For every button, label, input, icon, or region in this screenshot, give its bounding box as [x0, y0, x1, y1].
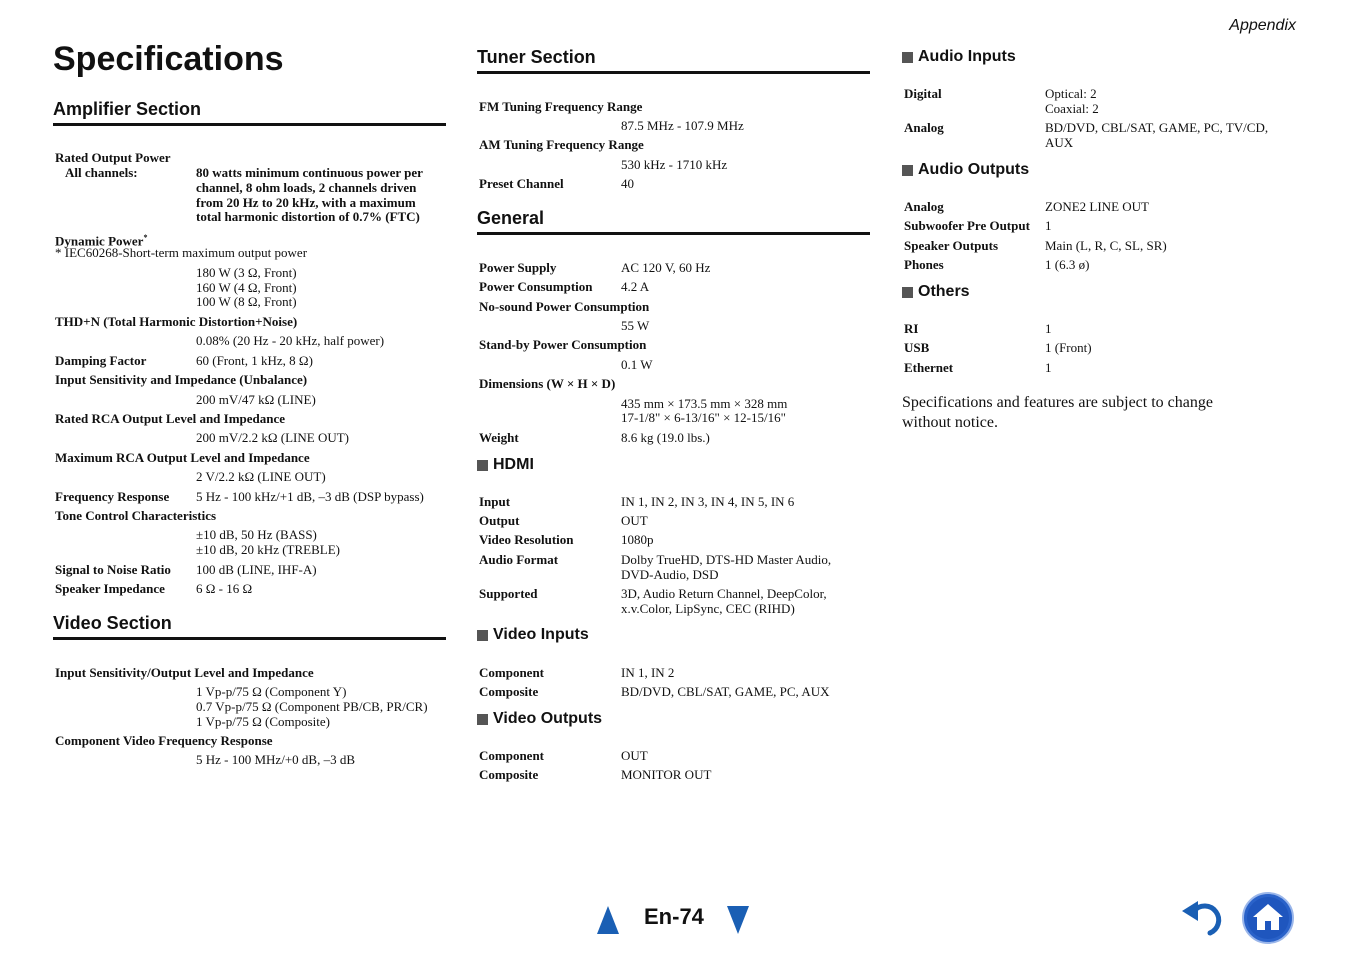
am-range-value: 530 kHz - 1710 kHz — [621, 157, 728, 172]
snr-label: Signal to Noise Ratio — [55, 562, 171, 577]
ain-analog-value-2: AUX — [1045, 135, 1074, 150]
all-channels-value-3: from 20 Hz to 20 kHz, with a maximum — [196, 195, 416, 210]
square-bullet-icon — [477, 714, 488, 725]
video-io-value-1: 1 Vp-p/75 Ω (Component Y) — [196, 684, 347, 699]
rca-rated-label: Rated RCA Output Level and Impedance — [55, 411, 286, 426]
dynamic-power-note: * IEC60268-Short-term maximum output power — [55, 245, 308, 260]
phones-label: Phones — [904, 257, 944, 272]
input-sensitivity-value: 200 mV/47 kΩ (LINE) — [196, 392, 316, 407]
hdmi-output-value: OUT — [621, 513, 648, 528]
square-bullet-icon — [902, 52, 913, 63]
dimensions-label: Dimensions (W × H × D) — [479, 376, 616, 391]
video-section-heading: Video Section — [53, 613, 446, 640]
thd-value: 0.08% (20 Hz - 20 kHz, half power) — [196, 333, 385, 348]
audio-format-value-2: DVD-Audio, DSD — [621, 567, 719, 582]
return-arrow-icon — [1180, 897, 1228, 939]
fm-range-label: FM Tuning Frequency Range — [479, 99, 643, 114]
tone-control-label: Tone Control Characteristics — [55, 508, 217, 523]
square-bullet-icon — [902, 287, 913, 298]
thd-label: THD+N (Total Harmonic Distortion+Noise) — [55, 314, 298, 329]
video-inputs-heading: Video Inputs — [477, 626, 589, 644]
nosound-label: No-sound Power Consumption — [479, 299, 650, 314]
video-io-label: Input Sensitivity/Output Level and Impedance — [55, 665, 314, 680]
ain-digital-value-2: Coaxial: 2 — [1045, 101, 1099, 116]
speaker-outputs-label: Speaker Outputs — [904, 238, 999, 253]
component-freq-value: 5 Hz - 100 MHz/+0 dB, –3 dB — [196, 752, 355, 767]
hdmi-input-label: Input — [479, 494, 511, 509]
frequency-response-label: Frequency Response — [55, 489, 170, 504]
dynamic-power-label: Dynamic Power* — [55, 233, 148, 249]
all-channels-value-4: total harmonic distortion of 0.7% (FTC) — [196, 209, 420, 224]
vin-component-label: Component — [479, 665, 545, 680]
damping-label: Damping Factor — [55, 353, 147, 368]
vout-component-value: OUT — [621, 748, 648, 763]
triangle-up-icon — [597, 906, 619, 934]
component-freq-label: Component Video Frequency Response — [55, 733, 273, 748]
ri-value: 1 — [1045, 321, 1052, 336]
speaker-impedance-value: 6 Ω - 16 Ω — [196, 581, 253, 596]
hdmi-input-value: IN 1, IN 2, IN 3, IN 4, IN 5, IN 6 — [621, 494, 795, 509]
usb-label: USB — [904, 340, 930, 355]
dynamic-power-value-2: 160 W (4 Ω, Front) — [196, 280, 297, 295]
rca-max-label: Maximum RCA Output Level and Impedance — [55, 450, 310, 465]
ain-digital-label: Digital — [904, 86, 942, 101]
back-button[interactable] — [1180, 897, 1228, 944]
page-title: Specifications — [53, 40, 284, 78]
rca-max-value: 2 V/2.2 kΩ (LINE OUT) — [196, 469, 326, 484]
speaker-outputs-value: Main (L, R, C, SL, SR) — [1045, 238, 1167, 253]
supported-value-1: 3D, Audio Return Channel, DeepColor, — [621, 586, 827, 601]
tone-control-value-2: ±10 dB, 20 kHz (TREBLE) — [196, 542, 340, 557]
power-consumption-label: Power Consumption — [479, 279, 593, 294]
ethernet-value: 1 — [1045, 360, 1052, 375]
previous-page-button[interactable] — [597, 906, 619, 939]
hdmi-heading: HDMI — [477, 456, 534, 474]
vout-component-label: Component — [479, 748, 545, 763]
rca-rated-value: 200 mV/2.2 kΩ (LINE OUT) — [196, 430, 349, 445]
snr-value: 100 dB (LINE, IHF-A) — [196, 562, 317, 577]
video-resolution-label: Video Resolution — [479, 532, 574, 547]
weight-value: 8.6 kg (19.0 lbs.) — [621, 430, 710, 445]
amplifier-heading: Amplifier Section — [53, 99, 446, 126]
phones-value: 1 (6.3 ø) — [1045, 257, 1090, 272]
vin-composite-label: Composite — [479, 684, 539, 699]
appendix-label: Appendix — [1229, 17, 1296, 34]
am-range-label: AM Tuning Frequency Range — [479, 137, 644, 152]
ethernet-label: Ethernet — [904, 360, 954, 375]
dimensions-value-2: 17-1/8" × 6-13/16" × 12-15/16" — [621, 410, 786, 425]
aout-analog-value: ZONE2 LINE OUT — [1045, 199, 1149, 214]
video-io-value-2: 0.7 Vp-p/75 Ω (Component PB/CB, PR/CR) — [196, 699, 428, 714]
page-number: En-74 — [644, 904, 704, 929]
preset-channel-label: Preset Channel — [479, 176, 564, 191]
frequency-response-value: 5 Hz - 100 kHz/+1 dB, –3 dB (DSP bypass) — [196, 489, 424, 504]
tuner-heading: Tuner Section — [477, 47, 870, 74]
ain-analog-value-1: BD/DVD, CBL/SAT, GAME, PC, TV/CD, — [1045, 120, 1269, 135]
home-icon — [1242, 892, 1294, 944]
fm-range-value: 87.5 MHz - 107.9 MHz — [621, 118, 744, 133]
subwoofer-value: 1 — [1045, 218, 1052, 233]
audio-format-value-1: Dolby TrueHD, DTS-HD Master Audio, — [621, 552, 832, 567]
preset-channel-value: 40 — [621, 176, 634, 191]
square-bullet-icon — [902, 165, 913, 176]
all-channels-value-2: channel, 8 ohm loads, 2 channels driven — [196, 180, 417, 195]
audio-inputs-heading: Audio Inputs — [902, 48, 1016, 66]
triangle-down-icon — [727, 906, 749, 934]
video-outputs-heading: Video Outputs — [477, 710, 602, 728]
all-channels-label: All channels: — [65, 165, 138, 180]
power-supply-label: Power Supply — [479, 260, 557, 275]
dimensions-value-1: 435 mm × 173.5 mm × 328 mm — [621, 396, 788, 411]
vout-composite-label: Composite — [479, 767, 539, 782]
all-channels-value-1: 80 watts minimum continuous power per — [196, 165, 423, 180]
weight-label: Weight — [479, 430, 519, 445]
video-io-value-3: 1 Vp-p/75 Ω (Composite) — [196, 714, 330, 729]
rated-output-label: Rated Output Power — [55, 150, 171, 165]
dynamic-power-value-3: 100 W (8 Ω, Front) — [196, 294, 297, 309]
square-bullet-icon — [477, 460, 488, 471]
dynamic-power-value-1: 180 W (3 Ω, Front) — [196, 265, 297, 280]
notice-line-1: Specifications and features are subject to change — [902, 394, 1213, 411]
damping-value: 60 (Front, 1 kHz, 8 Ω) — [196, 353, 313, 368]
power-consumption-value: 4.2 A — [621, 279, 650, 294]
speaker-impedance-label: Speaker Impedance — [55, 581, 165, 596]
audio-outputs-heading: Audio Outputs — [902, 161, 1029, 179]
notice-text — [902, 393, 1213, 433]
supported-label: Supported — [479, 586, 538, 601]
tone-control-value-1: ±10 dB, 50 Hz (BASS) — [196, 527, 317, 542]
notice-line-2: without notice. — [902, 414, 998, 431]
ain-digital-value-1: Optical: 2 — [1045, 86, 1097, 101]
nosound-value: 55 W — [621, 318, 650, 333]
general-heading: General — [477, 208, 870, 235]
video-resolution-value: 1080p — [621, 532, 654, 547]
hdmi-output-label: Output — [479, 513, 520, 528]
subwoofer-label: Subwoofer Pre Output — [904, 218, 1030, 233]
home-button[interactable] — [1242, 892, 1294, 949]
ri-label: RI — [904, 321, 919, 336]
vin-composite-value: BD/DVD, CBL/SAT, GAME, PC, AUX — [621, 684, 830, 699]
square-bullet-icon — [477, 630, 488, 641]
aout-analog-label: Analog — [904, 199, 944, 214]
others-heading: Others — [902, 283, 970, 301]
usb-value: 1 (Front) — [1045, 340, 1092, 355]
vout-composite-value: MONITOR OUT — [621, 767, 712, 782]
vin-component-value: IN 1, IN 2 — [621, 665, 675, 680]
standby-value: 0.1 W — [621, 357, 653, 372]
ain-analog-label: Analog — [904, 120, 944, 135]
standby-label: Stand-by Power Consumption — [479, 337, 647, 352]
next-page-button[interactable] — [727, 906, 749, 939]
audio-format-label: Audio Format — [479, 552, 559, 567]
supported-value-2: x.v.Color, LipSync, CEC (RIHD) — [621, 601, 795, 616]
power-supply-value: AC 120 V, 60 Hz — [621, 260, 711, 275]
input-sensitivity-label: Input Sensitivity and Impedance (Unbalance) — [55, 372, 308, 387]
